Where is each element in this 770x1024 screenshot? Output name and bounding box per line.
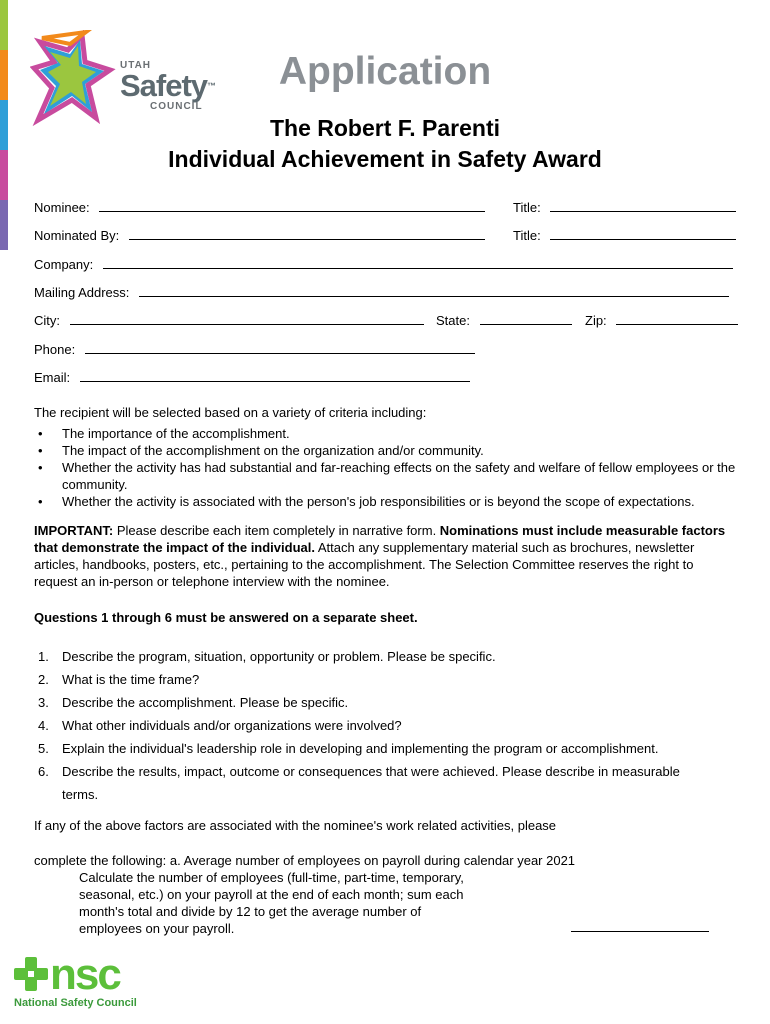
award-name-line2: Individual Achievement in Safety Award: [168, 146, 602, 172]
award-name-line1: The Robert F. Parenti: [269, 115, 501, 141]
question-item: [34, 671, 744, 694]
logo-trademark: ™: [207, 81, 216, 91]
phone-field[interactable]: [34, 342, 475, 357]
important-bold-text: Nominations must include measurable factors that demonstrate the impact of the individual.: [34, 523, 726, 555]
company-input-line[interactable]: [103, 257, 733, 269]
question-item: [34, 648, 744, 671]
footer-line-3: Calculate the number of employees (full-time, part-time, temporary,: [79, 870, 464, 885]
title-field-1[interactable]: [513, 200, 736, 215]
title-label-1: Title:: [513, 200, 541, 215]
question-item: [34, 694, 744, 717]
state-label: State:: [436, 313, 470, 328]
question-number: 4.: [38, 718, 49, 733]
title-input-line-1[interactable]: [550, 200, 736, 212]
question-text: What is the time frame?: [62, 672, 200, 687]
question-number: 6.: [38, 764, 49, 779]
logo-council: COUNCIL: [150, 101, 203, 112]
criteria-item: • The impact of the accomplishment on the organization and/or community.: [34, 442, 744, 459]
nsc-cross-icon: [14, 957, 48, 991]
criteria-item: • The importance of the accomplishment.: [34, 425, 744, 442]
email-field[interactable]: [34, 370, 470, 385]
question-item: [34, 763, 744, 786]
nsc-logo: [14, 950, 137, 1009]
city-input-line[interactable]: [70, 313, 424, 325]
mailing-address-field[interactable]: [34, 285, 729, 300]
question-number: 2.: [38, 672, 49, 687]
footer-line-1: If any of the above factors are associated with the nominee's work related activities, please: [34, 818, 557, 833]
criteria-item: • Whether the activity has had substantial and far-reaching effects on the safety and welfare of fellow employees or the community.: [34, 459, 744, 493]
mailing-address-input-line[interactable]: [139, 285, 729, 297]
title-label-2: Title:: [513, 228, 541, 243]
page-title: Application: [278, 50, 492, 93]
state-input-line[interactable]: [480, 313, 572, 325]
important-text-2: Attach any supplementary material such as brochures, newsletter articles, handbooks, posters, etc., pertaining to the accomplishment. The Selection Committee reserves the right to request an in-person or telephone interview with the nominee.: [34, 540, 695, 589]
question-text: Describe the results, impact, outcome or consequences that were achieved. Please describe in measurable: [62, 764, 680, 779]
question-item: [34, 717, 744, 740]
nsc-wordmark: nsc: [50, 950, 120, 999]
question-item: [34, 740, 744, 763]
question-number: 5.: [38, 741, 49, 756]
criteria-intro: The recipient will be selected based on a variety of criteria including:: [34, 405, 427, 420]
important-label: IMPORTANT:: [34, 523, 114, 538]
question-text: Describe the program, situation, opportunity or problem. Please be specific.: [62, 649, 496, 664]
average-employees-input-line[interactable]: [571, 920, 709, 932]
important-text-1: Please describe each item completely in narrative form.: [113, 523, 440, 538]
zip-label: Zip:: [585, 313, 607, 328]
footer-line-4: seasonal, etc.) on your payroll at the end of each month; sum each: [79, 887, 464, 902]
phone-input-line[interactable]: [85, 342, 475, 354]
question-text: Explain the individual's leadership role in developing and implementing the program or accomplishment.: [62, 741, 659, 756]
zip-input-line[interactable]: [616, 313, 738, 325]
title-input-line-2[interactable]: [550, 228, 736, 240]
title-field-2[interactable]: [513, 228, 736, 243]
nominee-field[interactable]: [34, 200, 485, 215]
zip-field[interactable]: [585, 313, 738, 328]
important-paragraph: [34, 522, 738, 590]
logo-safety-word: Safety: [120, 68, 208, 103]
color-bar-purple: [0, 200, 8, 250]
color-bar-green: [0, 0, 8, 50]
question-item-continued: [34, 786, 744, 809]
nominee-label: Nominee:: [34, 200, 90, 215]
footer-line-2: complete the following: a. Average number of employees on payroll during calendar year 2021: [34, 853, 576, 868]
state-field[interactable]: [436, 313, 572, 328]
logo-utah: UTAH: [120, 60, 152, 71]
company-label: Company:: [34, 257, 94, 272]
question-number: 3.: [38, 695, 49, 710]
nominated-by-label: Nominated By:: [34, 228, 120, 243]
criteria-item: • Whether the activity is associated with the person's job responsibilities or is beyond the scope of expectations.: [34, 493, 744, 510]
email-input-line[interactable]: [80, 370, 470, 382]
nominee-input-line[interactable]: [99, 200, 485, 212]
question-number: 1.: [38, 649, 49, 664]
nominated-by-input-line[interactable]: [129, 228, 485, 240]
email-label: Email:: [34, 370, 71, 385]
nsc-full-name: National Safety Council: [14, 997, 137, 1009]
company-field[interactable]: [34, 257, 733, 272]
questions-note: Questions 1 through 6 must be answered on a separate sheet.: [34, 610, 418, 625]
city-label: City:: [34, 313, 60, 328]
phone-label: Phone:: [34, 342, 76, 357]
nominated-by-field[interactable]: [34, 228, 485, 243]
footer-line-6: employees on your payroll.: [79, 921, 235, 936]
city-field[interactable]: [34, 313, 424, 328]
mailing-address-label: Mailing Address:: [34, 285, 130, 300]
footer-line-5: month's total and divide by 12 to get the average number of: [79, 904, 422, 919]
question-text: What other individuals and/or organizations were involved?: [62, 718, 402, 733]
question-text: Describe the accomplishment. Please be specific.: [62, 695, 349, 710]
criteria-list: [34, 425, 744, 510]
question-text-continued: terms.: [62, 787, 99, 802]
questions-list: [34, 648, 744, 809]
